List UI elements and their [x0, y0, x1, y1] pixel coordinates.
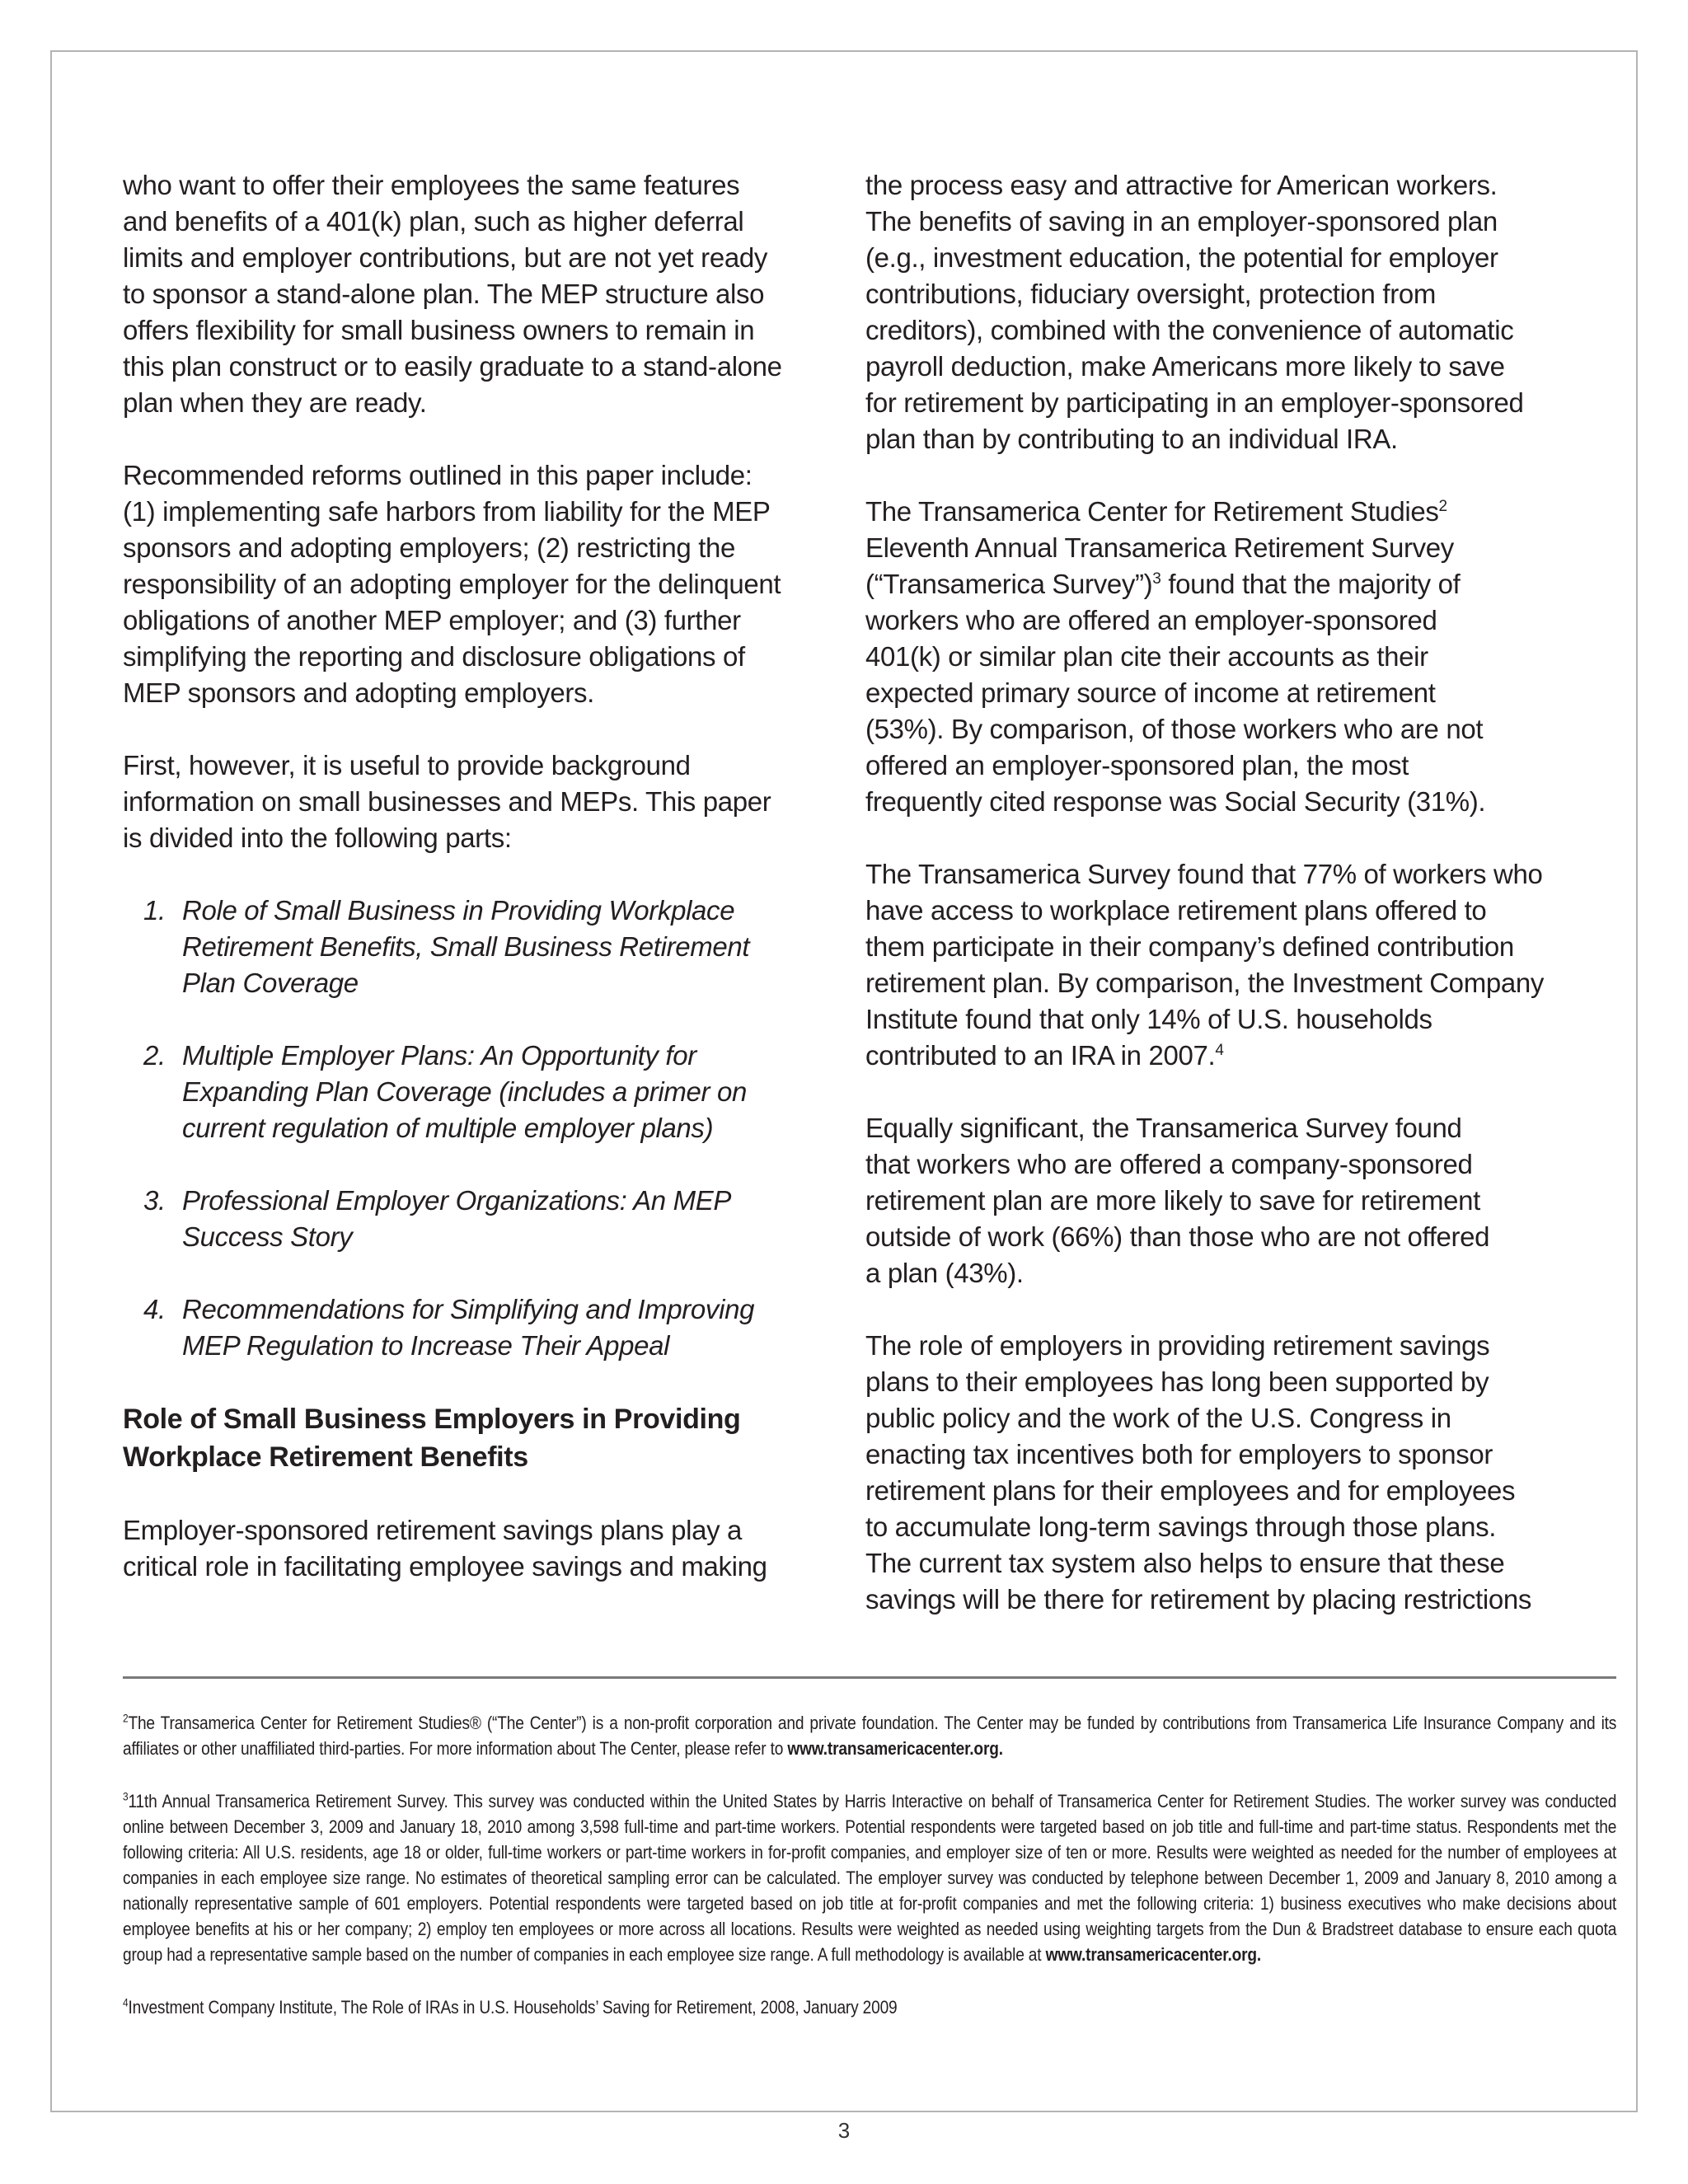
- text-line: obligations of another MEP employer; and (3) further: [123, 605, 741, 635]
- text-line: current regulation of multiple employer plans): [182, 1113, 714, 1143]
- left-column: [123, 167, 832, 1621]
- text-line: them participate in their company’s defined contribution: [865, 931, 1514, 962]
- paragraph: [865, 856, 1574, 1074]
- text-line: information on small businesses and MEPs. This paper: [123, 786, 771, 817]
- paragraph: [123, 457, 832, 711]
- paragraph: [123, 748, 832, 856]
- text-line: critical role in facilitating employee savings and making: [123, 1551, 767, 1582]
- page-number: 3: [837, 2118, 851, 2143]
- text-line: Success Story: [182, 1221, 353, 1252]
- parts-list: [123, 893, 832, 1364]
- text-line: The benefits of saving in an employer-sponsored plan: [865, 206, 1498, 237]
- text-line: Employer-sponsored retirement savings plans play a: [123, 1515, 743, 1545]
- text-line: [865, 1038, 1574, 1074]
- text-line: creditors), combined with the convenience of automatic: [865, 315, 1514, 345]
- text-line: and benefits of a 401(k) plan, such as higher deferral: [123, 206, 744, 237]
- list-number: 3.: [143, 1185, 166, 1216]
- text: contributed to an IRA in 2007.: [865, 1040, 1216, 1071]
- footnote-link[interactable]: www.transamericacenter.org.: [787, 1738, 1003, 1759]
- text-line: is divided into the following parts:: [123, 823, 512, 853]
- section-heading: [123, 1400, 832, 1476]
- footnote-ref[interactable]: 2: [1438, 498, 1447, 515]
- paragraph: [865, 494, 1574, 820]
- text-line: for retirement by participating in an employer-sponsored: [865, 387, 1524, 418]
- text-line: MEP Regulation to Increase Their Appeal: [182, 1330, 670, 1361]
- footnote-ref[interactable]: 3: [1152, 570, 1161, 588]
- text-line: who want to offer their employees the same features: [123, 170, 740, 200]
- text-line: responsibility of an adopting employer for the delinquent: [123, 569, 781, 599]
- text-line: (e.g., investment education, the potential for employer: [865, 242, 1498, 273]
- text-line: The current tax system also helps to ensure that these: [865, 1548, 1505, 1578]
- text-line: plan when they are ready.: [123, 387, 427, 418]
- text-line: public policy and the work of the U.S. Congress in: [865, 1403, 1451, 1433]
- text-line: retirement plan are more likely to save for retirement: [865, 1185, 1480, 1216]
- text-line: this plan construct or to easily graduate to a stand-alone: [123, 351, 782, 382]
- paragraph: [865, 167, 1574, 457]
- text-line: outside of work (66%) than those who are not offered: [865, 1221, 1490, 1252]
- list-item: [123, 1038, 832, 1146]
- footnote-2: $^2$The Transamerica Center for Retirement Studies® (“The Center”) is a non-profit corporation and private foundation. The Center may be funded by contributions from Transamerica Life Insurance Company and its affiliates or other unaffiliated third-parties. For more information about The Center, please refer to www.transamericacenter.org.: [123, 1711, 1617, 1759]
- footnotes: [123, 1710, 1616, 2047]
- text-line: Plan Coverage: [182, 968, 359, 998]
- text-line: frequently cited response was Social Security (31%).: [865, 786, 1486, 817]
- text-line: limits and employer contributions, but are not yet ready: [123, 242, 767, 273]
- paragraph: [865, 1110, 1574, 1291]
- list-number: 1.: [143, 895, 166, 926]
- paragraph: [865, 1328, 1574, 1618]
- text-line: contributions, fiduciary oversight, protection from: [865, 279, 1436, 309]
- text-line: Professional Employer Organizations: An MEP: [182, 1185, 732, 1216]
- text-line: a plan (43%).: [865, 1258, 1024, 1288]
- text-line: that workers who are offered a company-sponsored: [865, 1149, 1473, 1179]
- text-line: expected primary source of income at retirement: [865, 677, 1436, 708]
- text-line: to sponsor a stand-alone plan. The MEP structure also: [123, 279, 765, 309]
- text-line: The role of employers in providing retirement savings: [865, 1330, 1490, 1361]
- text-line: plan than by contributing to an individual IRA.: [865, 424, 1398, 454]
- text-line: simplifying the reporting and disclosure obligations of: [123, 641, 745, 672]
- text-line: plans to their employees has long been supported by: [865, 1366, 1489, 1397]
- text-line: Recommendations for Simplifying and Improving: [182, 1294, 755, 1324]
- text-line: to accumulate long-term savings through those plans.: [865, 1511, 1497, 1542]
- text-line: MEP sponsors and adopting employers.: [123, 677, 594, 708]
- text-line: [865, 566, 1574, 602]
- list-item: [123, 1291, 832, 1364]
- list-item: [123, 1183, 832, 1255]
- footnote-link[interactable]: www.transamericacenter.org.: [1045, 1944, 1262, 1965]
- text-line: have access to workplace retirement plans offered to: [865, 895, 1487, 926]
- text-line: Workplace Retirement Benefits: [123, 1441, 528, 1473]
- text-line: retirement plans for their employees and for employees: [865, 1475, 1516, 1506]
- text-line: Eleventh Annual Transamerica Retirement Survey: [865, 532, 1454, 563]
- text-line: enacting tax incentives both for employers to sponsor: [865, 1439, 1493, 1469]
- text-line: The Transamerica Survey found that 77% of workers who: [865, 859, 1543, 889]
- text-line: Recommended reforms outlined in this paper include:: [123, 460, 753, 490]
- text-line: Multiple Employer Plans: An Opportunity for: [182, 1040, 696, 1071]
- text-line: (1) implementing safe harbors from liability for the MEP: [123, 496, 771, 527]
- text: found that the majority of: [1160, 569, 1461, 599]
- text-line: Retirement Benefits, Small Business Retirement: [182, 931, 750, 962]
- text-line: offers flexibility for small business owners to remain in: [123, 315, 755, 345]
- paragraph: [123, 1512, 832, 1585]
- text-line: [865, 494, 1574, 530]
- paragraph: [123, 167, 832, 421]
- list-number: 4.: [143, 1294, 166, 1324]
- text-line: Role of Small Business Employers in Providing: [123, 1404, 741, 1435]
- text-line: Role of Small Business in Providing Workplace: [182, 895, 735, 926]
- text-line: the process easy and attractive for American workers.: [865, 170, 1498, 200]
- text: The Transamerica Center for Retirement Studies: [865, 496, 1439, 527]
- text-line: retirement plan. By comparison, the Investment Company: [865, 968, 1544, 998]
- text-line: Expanding Plan Coverage (includes a primer on: [182, 1076, 747, 1107]
- text: (“Transamerica Survey”): [865, 569, 1153, 599]
- text-line: workers who are offered an employer-sponsored: [865, 605, 1437, 635]
- footnote-ref[interactable]: 4: [1215, 1042, 1224, 1059]
- list-item: [123, 893, 832, 1001]
- footnote-divider: [123, 1676, 1616, 1679]
- text-line: 401(k) or similar plan cite their accounts as their: [865, 641, 1428, 672]
- text-line: savings will be there for retirement by placing restrictions: [865, 1584, 1532, 1615]
- text-line: First, however, it is useful to provide background: [123, 750, 691, 780]
- text-line: payroll deduction, make Americans more likely to save: [865, 351, 1505, 382]
- right-column: [865, 167, 1574, 1654]
- list-number: 2.: [143, 1040, 166, 1071]
- text-line: Institute found that only 14% of U.S. households: [865, 1004, 1432, 1034]
- text-line: (53%). By comparison, of those workers who are not: [865, 714, 1484, 744]
- text-line: sponsors and adopting employers; (2) restricting the: [123, 532, 736, 563]
- footnote-3: $^3$11th Annual Transamerica Retirement Survey. This survey was conducted within the United States by Harris Interactive on behalf of Transamerica Center for Retirement Studies. The worker survey was conducted online between December 3, 2009 and January 18, 2010 among 3,598 full-time and part-time workers. Potential respondents were targeted based on job title and full-time and part-time status. Respondents met the following criteria: All U.S. residents, age 18 or older, full-time workers or part-time workers in for-profit companies, and employer size of ten or more. Results were weighted as needed for the number of employees at companies in each employee size range. No estimates of theoretical sampling error can be calculated. The employer survey was conducted by telephone between December 1, 2009 and January 8, 2010 among a nationally representative sample of 601 employers. Potential respondents were targeted based on job title at for-profit companies and met the following criteria: 1) business executives who make decisions about employee benefits at his or her company; 2) employ ten employees or more across all locations. Results were weighted as needed using weighting targets from the Dun & Bradstreet database to ensure each quota group had a representative sample based on the number of companies in each employee size range. A full methodology is available at www.transamericacenter.org.: [123, 1789, 1617, 1965]
- text-line: Equally significant, the Transamerica Survey found: [865, 1113, 1462, 1143]
- footnote-4: $^4$Investment Company Institute, The Role of IRAs in U.S. Households’ Saving for Retirement, 2008, January 2009: [123, 1995, 898, 2018]
- text-line: offered an employer-sponsored plan, the most: [865, 750, 1409, 780]
